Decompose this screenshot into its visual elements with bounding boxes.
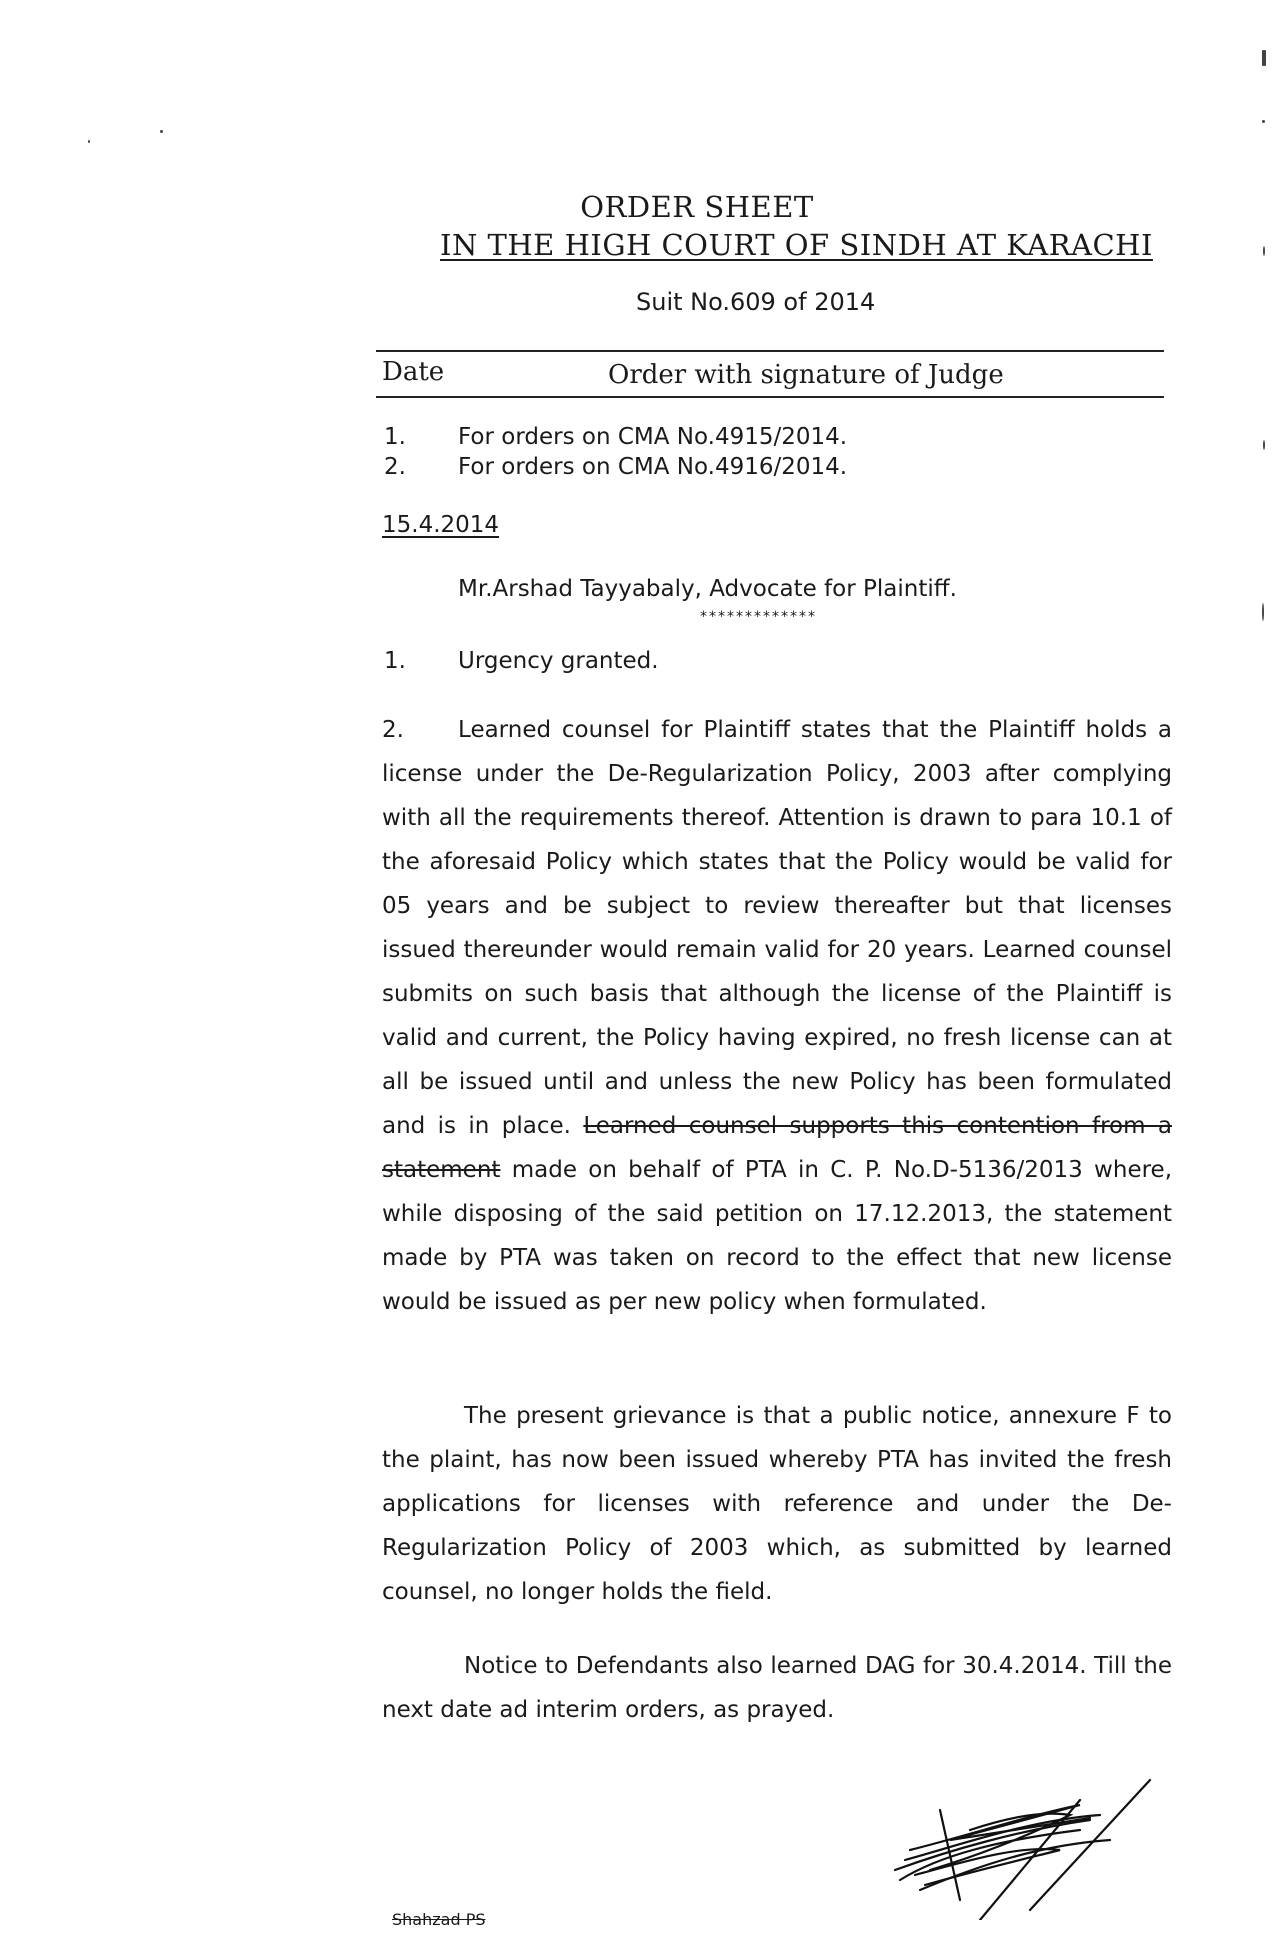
point-number: 2. [382,717,404,743]
judge-signature [880,1760,1180,1920]
separator-stars: ************* [700,609,817,625]
document-title: ORDER SHEET [580,190,814,224]
stenographer-mark: Shahzad PS [392,1910,486,1929]
struck-text: Learned counsel supports this contention from a statement [382,1113,1172,1183]
date-column-label: Date [382,357,445,387]
list-item: For orders on CMA No.4916/2014. [458,454,848,480]
point-text: Urgency granted. [458,648,659,674]
order-column-label: Order with signature of Judge [608,360,1004,390]
scan-speck [160,130,163,133]
scan-mark [1262,50,1266,66]
list-item-number: 1. [384,424,406,450]
scan-speck [1263,246,1265,256]
point-text: Learned counsel for Plaintiff states that the Plaintiff holds a license under the De-Regularization Policy, 2003 after complying with all the requirements thereof. Attention is drawn to para 10.1 of the aforesaid Policy which states that the Policy would be valid for 05 years and be subject to review thereafter but that licenses issued thereunder would remain valid for 20 years. Learned counsel submits on such basis that although the license of the Plaintiff is valid and current, the Policy having expired, no fresh license can at all be issued until and unless the new Policy has been formulated and is in place. [382,717,1172,1139]
counsel-appearance: Mr.Arshad Tayyabaly, Advocate for Plaintiff. [458,576,957,602]
scan-speck [1262,603,1264,621]
suit-number: Suit No.609 of 2014 [636,288,876,316]
scan-speck [88,140,90,143]
point-number: 1. [384,648,406,674]
court-name: IN THE HIGH COURT OF SINDH AT KARACHI [440,228,1153,262]
grievance-paragraph: The present grievance is that a public notice, annexure F to the plaint, has now been issued whereby PTA has invited the fresh applications for licenses with reference and under the De-Regularization Policy of 2003 which, as submitted by learned counsel, no longer holds the field. [382,1403,1172,1605]
scan-speck [1262,120,1265,123]
order-body [382,708,1172,1324]
header-rule-bottom [376,396,1164,398]
continued-text: made on behalf of PTA in C. P. No.D-5136/2013 where, while disposing of the said petition on 17.12.2013, the statement made by PTA was taken on record to the effect that new license would be issued as per new policy when formulated. [382,1157,1173,1315]
list-item-number: 2. [384,454,406,480]
list-item: For orders on CMA No.4915/2014. [458,424,848,450]
header-rule-top [376,350,1164,352]
notice-paragraph: Notice to Defendants also learned DAG for 30.4.2014. Till the next date ad interim orders, as prayed. [382,1653,1172,1723]
order-date: 15.4.2014 [382,512,500,538]
scan-speck [1263,440,1265,450]
